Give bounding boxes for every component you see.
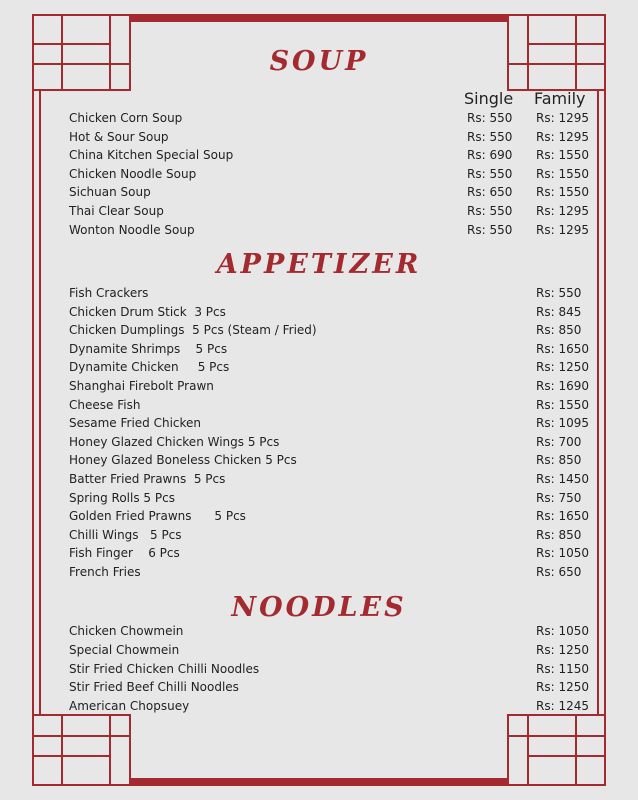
noodles-item-name: Stir Fried Beef Chilli Noodles <box>69 680 239 695</box>
soup-item-name: Wonton Noodle Soup <box>69 222 195 237</box>
appetizer-item-name: Cheese Fish <box>69 397 141 412</box>
appetizer-item-price: Rs: 845 <box>536 304 582 319</box>
soup-item-family-price: Rs: 1295 <box>536 129 589 144</box>
appetizer-item-name: Chicken Drum Stick 3 Pcs <box>69 304 226 319</box>
noodles-section-title: NOODLES <box>231 592 407 623</box>
appetizer-item-price: Rs: 1550 <box>536 397 589 412</box>
appetizer-item-name: French Fries <box>69 565 141 579</box>
soup-item-single-price: Rs: 550 <box>467 129 513 144</box>
appetizer-item-name: Batter Fried Prawns 5 Pcs <box>69 472 226 486</box>
soup-item-single-price: Rs: 650 <box>467 185 513 200</box>
soup-section-title: SOUP <box>269 46 369 77</box>
appetizer-item-price: Rs: 850 <box>536 323 582 338</box>
soup-item-family-price: Rs: 1550 <box>536 185 589 200</box>
appetizer-item-name: Dynamite Chicken 5 Pcs <box>69 360 230 375</box>
appetizer-item-name: Chilli Wings 5 Pcs <box>69 527 182 542</box>
appetizer-item-name: Honey Glazed Boneless Chicken 5 Pcs <box>69 453 297 468</box>
appetizer-section-title: APPETIZER <box>216 249 422 280</box>
soup-item-family-price: Rs: 1295 <box>536 111 589 125</box>
noodles-item-price: Rs: 1250 <box>536 642 589 657</box>
appetizer-item-price: Rs: 1050 <box>536 546 589 561</box>
noodles-item-name: American Chopsuey <box>69 699 190 714</box>
soup-item-name: Hot & Sour Soup <box>69 129 169 144</box>
appetizer-item-name: Shanghai Firebolt Prawn <box>69 379 214 393</box>
soup-item-name: Chicken Corn Soup <box>69 111 183 125</box>
soup-item-family-price: Rs: 1550 <box>536 166 589 181</box>
appetizer-item-price: Rs: 1690 <box>536 379 589 393</box>
appetizer-item-name: Fish Crackers <box>69 286 149 300</box>
soup-item-name: China Kitchen Special Soup <box>69 148 234 163</box>
soup-item-family-price: Rs: 1295 <box>536 204 589 218</box>
noodles-item-name: Chicken Chowmein <box>69 624 184 638</box>
appetizer-item-price: Rs: 650 <box>536 565 582 579</box>
appetizer-item-price: Rs: 1250 <box>536 360 589 375</box>
soup-item-family-price: Rs: 1550 <box>536 148 589 163</box>
noodles-item-price: Rs: 1050 <box>536 624 589 638</box>
soup-item-name: Thai Clear Soup <box>69 204 164 218</box>
soup-item-single-price: Rs: 550 <box>467 111 513 125</box>
appetizer-item-price: Rs: 1650 <box>536 341 589 356</box>
soup-item-name: Chicken Noodle Soup <box>69 166 197 181</box>
soup-item-single-price: Rs: 550 <box>467 166 513 181</box>
soup-item-single-price: Rs: 690 <box>467 148 513 163</box>
appetizer-item-price: Rs: 1450 <box>536 472 589 486</box>
appetizer-item-price: Rs: 700 <box>536 434 582 449</box>
noodles-item-price: Rs: 1150 <box>536 661 589 676</box>
noodles-item-name: Stir Fried Chicken Chilli Noodles <box>69 661 260 676</box>
appetizer-item-name: Chicken Dumplings 5 Pcs (Steam / Fried) <box>69 323 317 338</box>
appetizer-item-price: Rs: 850 <box>536 527 582 542</box>
appetizer-item-name: Dynamite Shrimps 5 Pcs <box>69 341 228 356</box>
appetizer-item-name: Sesame Fried Chicken <box>69 416 202 431</box>
appetizer-item-price: Rs: 1095 <box>536 416 589 431</box>
appetizer-item-price: Rs: 850 <box>536 453 582 468</box>
noodles-item-price: Rs: 1250 <box>536 680 589 695</box>
appetizer-item-name: Golden Fried Prawns 5 Pcs <box>69 509 246 524</box>
noodles-item-price: Rs: 1245 <box>536 699 589 714</box>
appetizer-item-price: Rs: 1650 <box>536 509 589 524</box>
single-column-header: Single <box>464 89 514 108</box>
appetizer-item-name: Honey Glazed Chicken Wings 5 Pcs <box>69 434 280 449</box>
soup-item-family-price: Rs: 1295 <box>536 222 589 237</box>
soup-item-name: Sichuan Soup <box>69 185 151 200</box>
noodles-item-name: Special Chowmein <box>69 642 180 657</box>
appetizer-item-name: Spring Rolls 5 Pcs <box>69 490 175 505</box>
appetizer-item-price: Rs: 750 <box>536 490 582 505</box>
appetizer-item-name: Fish Finger 6 Pcs <box>69 546 180 561</box>
family-column-header: Family <box>534 89 586 108</box>
appetizer-item-price: Rs: 550 <box>536 286 582 300</box>
soup-item-single-price: Rs: 550 <box>467 204 513 218</box>
soup-item-single-price: Rs: 550 <box>467 222 513 237</box>
